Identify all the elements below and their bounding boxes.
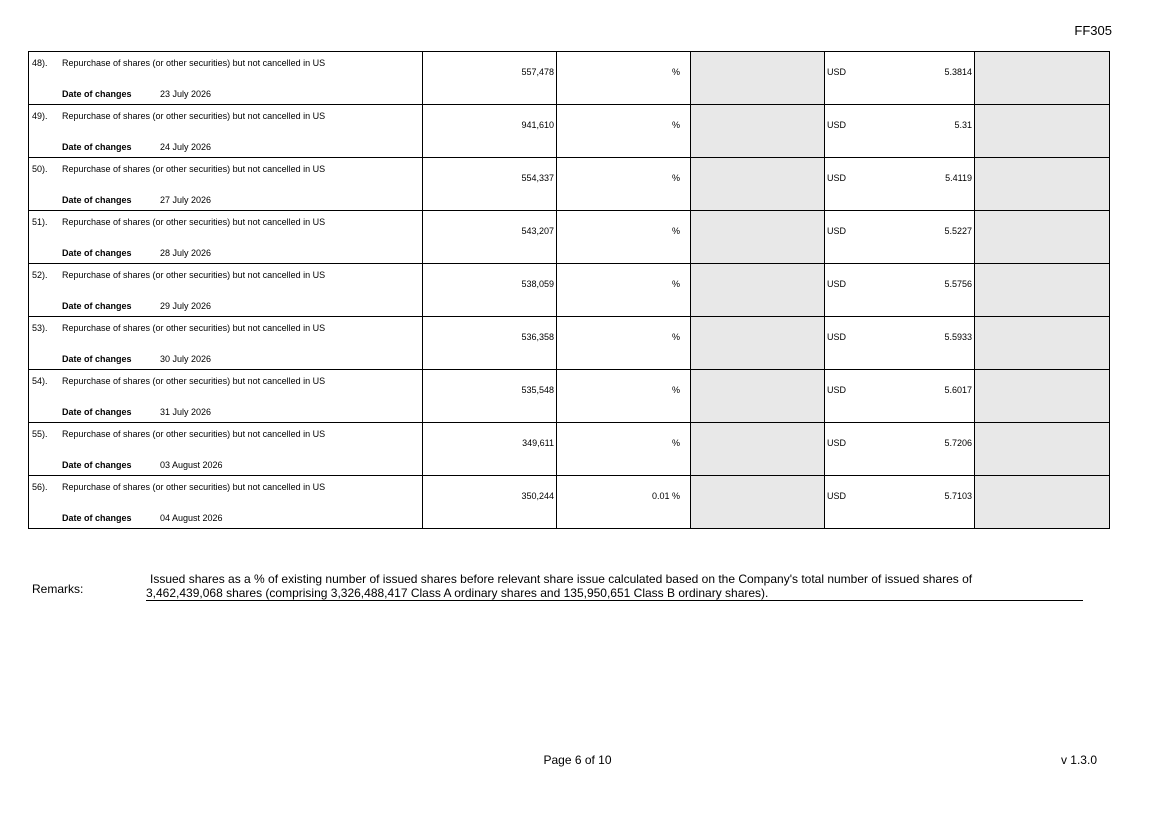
- date-value: 31 July 2026: [160, 407, 212, 417]
- price-cell: [825, 105, 975, 158]
- price-value: 5.3814: [944, 67, 972, 77]
- table-row: [29, 264, 1110, 317]
- date-label: Date of changes: [62, 407, 132, 417]
- percent-cell: [557, 52, 691, 105]
- currency-value: USD: [827, 332, 847, 342]
- row-number: 53).: [32, 323, 48, 333]
- blank-shaded-cell: [691, 52, 825, 105]
- shares-value: 538,059: [521, 279, 554, 289]
- price-value: 5.4119: [945, 173, 972, 183]
- date-value: 27 July 2026: [160, 195, 212, 205]
- remarks-text: [146, 572, 1083, 601]
- shares-cell: [423, 264, 557, 317]
- table-row: [29, 370, 1110, 423]
- price-cell: [825, 317, 975, 370]
- blank-shaded-cell: [975, 370, 1110, 423]
- row-description: Repurchase of shares (or other securities) but not cancelled in US: [62, 164, 326, 174]
- currency-value: USD: [827, 279, 847, 289]
- currency-value: USD: [827, 226, 847, 236]
- row-description: Repurchase of shares (or other securities) but not cancelled in US: [62, 270, 326, 280]
- shares-value: 535,548: [521, 385, 554, 395]
- price-cell: [825, 52, 975, 105]
- date-label: Date of changes: [62, 248, 132, 258]
- shares-value: 941,610: [521, 120, 554, 130]
- currency-value: USD: [827, 438, 847, 448]
- shares-value: 350,244: [521, 491, 554, 501]
- row-number: 49).: [32, 111, 48, 121]
- description-cell: [29, 476, 423, 529]
- description-cell: [29, 52, 423, 105]
- blank-shaded-cell: [691, 317, 825, 370]
- description-cell: [29, 423, 423, 476]
- shares-cell: [423, 211, 557, 264]
- price-cell: [825, 423, 975, 476]
- percent-cell: [557, 370, 691, 423]
- blank-shaded-cell: [975, 264, 1110, 317]
- table-row: [29, 52, 1110, 105]
- percent-cell: [557, 264, 691, 317]
- blank-shaded-cell: [691, 105, 825, 158]
- remarks-line-1: Issued shares as a % of existing number of issued shares before relevant share issue calculated based on the Company's total number of issued shares of: [150, 572, 973, 586]
- date-label: Date of changes: [62, 354, 132, 364]
- shares-cell: [423, 105, 557, 158]
- table-row: [29, 105, 1110, 158]
- currency-value: USD: [827, 491, 847, 501]
- table-body: [29, 52, 1110, 529]
- shares-cell: [423, 317, 557, 370]
- price-cell: [825, 370, 975, 423]
- price-value: 5.7206: [944, 438, 972, 448]
- date-label: Date of changes: [62, 301, 132, 311]
- price-value: 5.5933: [944, 332, 972, 342]
- blank-shaded-cell: [691, 423, 825, 476]
- shares-cell: [423, 423, 557, 476]
- date-label: Date of changes: [62, 460, 132, 470]
- table-row: [29, 476, 1110, 529]
- percent-cell: [557, 105, 691, 158]
- table-row: [29, 211, 1110, 264]
- percent-value: %: [671, 332, 680, 342]
- price-cell: [825, 476, 975, 529]
- blank-shaded-cell: [975, 52, 1110, 105]
- remarks-line-2: 3,462,439,068 shares (comprising 3,326,488,417 Class A ordinary shares and 135,950,651 Class B ordinary shares).: [146, 586, 769, 600]
- shares-cell: [423, 158, 557, 211]
- price-value: 5.7103: [944, 491, 972, 501]
- row-number: 55).: [32, 429, 48, 439]
- row-number: 56).: [32, 482, 48, 492]
- page-number: Page 6 of 10: [543, 753, 612, 767]
- percent-value: %: [671, 67, 680, 77]
- date-value: 30 July 2026: [160, 354, 212, 364]
- shares-cell: [423, 370, 557, 423]
- row-number: 51).: [32, 217, 48, 227]
- currency-value: USD: [827, 120, 847, 130]
- percent-value: %: [671, 438, 680, 448]
- currency-value: USD: [827, 385, 847, 395]
- row-description: Repurchase of shares (or other securities) but not cancelled in US: [62, 323, 326, 333]
- blank-shaded-cell: [691, 476, 825, 529]
- row-description: Repurchase of shares (or other securities) but not cancelled in US: [62, 429, 326, 439]
- row-description: Repurchase of shares (or other securities) but not cancelled in US: [62, 58, 326, 68]
- row-number: 52).: [32, 270, 48, 280]
- row-number: 50).: [32, 164, 48, 174]
- remarks-label: Remarks:: [32, 582, 84, 596]
- shares-cell: [423, 52, 557, 105]
- percent-cell: [557, 423, 691, 476]
- percent-value: %: [671, 385, 680, 395]
- percent-value: %: [671, 120, 680, 130]
- percent-cell: [557, 158, 691, 211]
- percent-cell: [557, 476, 691, 529]
- price-value: 5.6017: [944, 385, 972, 395]
- blank-shaded-cell: [975, 211, 1110, 264]
- percent-value: %: [671, 226, 680, 236]
- date-value: 29 July 2026: [160, 301, 212, 311]
- blank-shaded-cell: [691, 211, 825, 264]
- row-description: Repurchase of shares (or other securities) but not cancelled in US: [62, 111, 326, 121]
- date-value: 28 July 2026: [160, 248, 212, 258]
- price-cell: [825, 158, 975, 211]
- blank-shaded-cell: [975, 476, 1110, 529]
- row-number: 54).: [32, 376, 48, 386]
- date-value: 04 August 2026: [160, 513, 223, 523]
- shares-value: 349,611: [522, 438, 554, 448]
- blank-shaded-cell: [975, 158, 1110, 211]
- percent-value: 0.01 %: [651, 491, 680, 501]
- description-cell: [29, 264, 423, 317]
- price-cell: [825, 264, 975, 317]
- shares-value: 557,478: [521, 67, 554, 77]
- shares-value: 554,337: [521, 173, 554, 183]
- date-value: 24 July 2026: [160, 142, 212, 152]
- date-value: 23 July 2026: [160, 89, 212, 99]
- row-description: Repurchase of shares (or other securities) but not cancelled in US: [62, 217, 326, 227]
- table-row: [29, 158, 1110, 211]
- percent-value: %: [671, 279, 680, 289]
- price-cell: [825, 211, 975, 264]
- row-description: Repurchase of shares (or other securities) but not cancelled in US: [62, 482, 326, 492]
- currency-value: USD: [827, 67, 847, 77]
- version-label: v 1.3.0: [1060, 753, 1097, 767]
- row-description: Repurchase of shares (or other securities) but not cancelled in US: [62, 376, 326, 386]
- description-cell: [29, 158, 423, 211]
- price-value: 5.5227: [944, 226, 972, 236]
- shares-value: 543,207: [521, 226, 554, 236]
- date-label: Date of changes: [62, 513, 132, 523]
- price-value: 5.5756: [944, 279, 972, 289]
- blank-shaded-cell: [975, 105, 1110, 158]
- date-label: Date of changes: [62, 89, 132, 99]
- form-code: FF305: [1074, 23, 1112, 38]
- row-number: 48).: [32, 58, 48, 68]
- table-row: [29, 423, 1110, 476]
- share-changes-table: [28, 51, 1110, 529]
- blank-shaded-cell: [975, 317, 1110, 370]
- blank-shaded-cell: [691, 264, 825, 317]
- currency-value: USD: [827, 173, 847, 183]
- percent-cell: [557, 211, 691, 264]
- date-label: Date of changes: [62, 142, 132, 152]
- price-value: 5.31: [954, 120, 972, 130]
- blank-shaded-cell: [975, 423, 1110, 476]
- shares-cell: [423, 476, 557, 529]
- date-value: 03 August 2026: [160, 460, 223, 470]
- date-label: Date of changes: [62, 195, 132, 205]
- table-row: [29, 317, 1110, 370]
- description-cell: [29, 370, 423, 423]
- description-cell: [29, 317, 423, 370]
- blank-shaded-cell: [691, 370, 825, 423]
- percent-cell: [557, 317, 691, 370]
- percent-value: %: [671, 173, 680, 183]
- blank-shaded-cell: [691, 158, 825, 211]
- description-cell: [29, 211, 423, 264]
- shares-value: 536,358: [521, 332, 554, 342]
- description-cell: [29, 105, 423, 158]
